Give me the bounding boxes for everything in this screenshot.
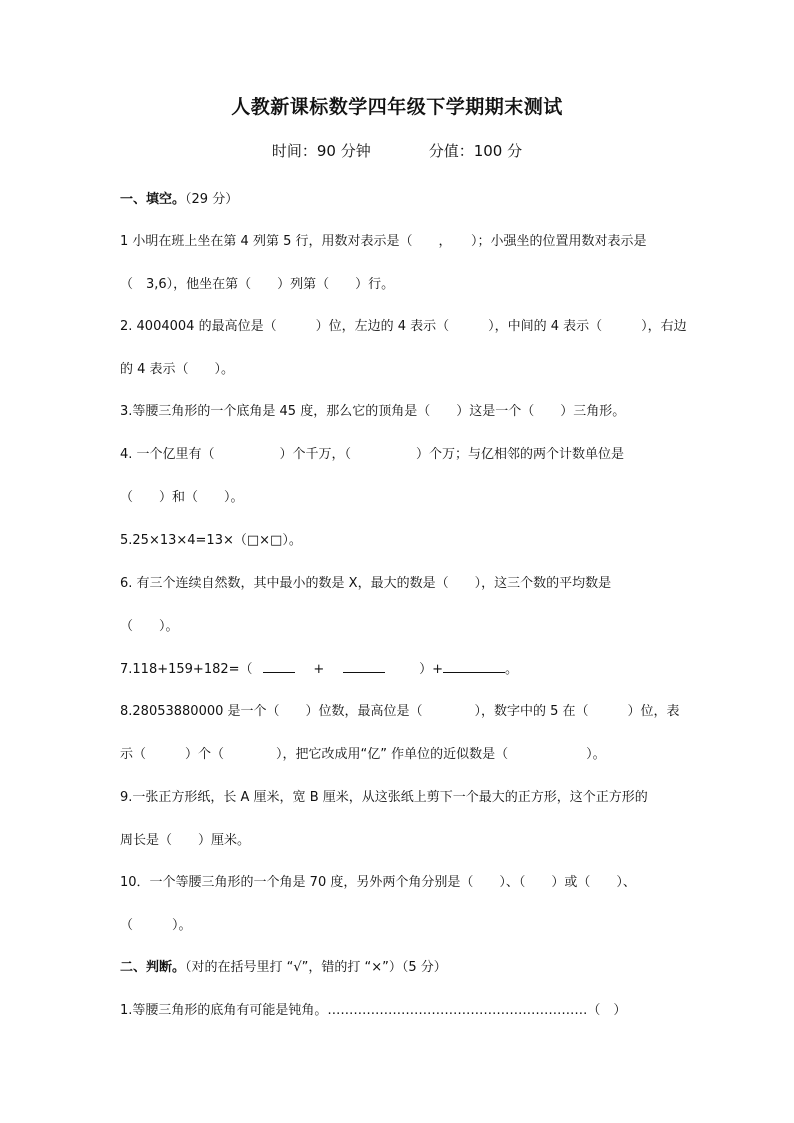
section-title: 二、判断。: [120, 960, 186, 975]
section-points: （29 分）: [185, 192, 239, 207]
section-fill-blank-heading: [120, 190, 238, 210]
question-6-line-2: （ ）。: [120, 619, 179, 634]
exam-subtitle: [0, 140, 794, 161]
answer-blank[interactable]: [343, 660, 385, 673]
answer-blank[interactable]: [263, 660, 295, 673]
question-7: [120, 660, 680, 680]
question-9-line-2: 周长是（ ）厘米。: [120, 833, 251, 848]
question-7-prefix: 7.118+159+182=（: [120, 662, 253, 677]
question-2-line-1: 2. 4004004 的最高位是（ ）位，左边的 4 表示（ ），中间的 4 表示（ ），右边: [120, 319, 687, 334]
question-7-mid: ）+: [419, 662, 443, 677]
question-10-line-2: （ ）。: [120, 918, 192, 933]
question-7-end: 。: [505, 662, 519, 677]
question-9-line-1: 9.一张正方形纸，长 A 厘米，宽 B 厘米，从这张纸上剪下一个最大的正方形，这个正方形的: [120, 790, 648, 805]
section-title: 一、填空。: [120, 192, 186, 207]
question-2-line-2: 的 4 表示（ ）。: [120, 362, 235, 377]
question-4-line-1: 4. 一个亿里有（ ）个千万，（ ）个万；与亿相邻的两个计数单位是: [120, 447, 625, 462]
section-note: （对的在括号里打 “√”，错的打 “×”）（5 分）: [185, 960, 447, 975]
judgment-1: 1.等腰三角形的底角有可能是钝角。……………………………………………………（ ）: [120, 1003, 627, 1018]
total-score: 分值：100 分: [428, 142, 523, 160]
question-7-plus: +: [313, 662, 325, 677]
question-4-line-2: （ ）和（ ）。: [120, 490, 244, 505]
answer-blank[interactable]: [443, 660, 505, 673]
question-6-line-1: 6. 有三个连续自然数，其中最小的数是 X，最大的数是（ ），这三个数的平均数是: [120, 576, 612, 591]
question-8-line-2: 示（ ）个（ ），把它改成用“亿” 作单位的近似数是（ ）。: [120, 747, 606, 762]
section-true-false-heading: [120, 958, 447, 978]
question-5: 5.25×13×4=13×（□×□）。: [120, 533, 302, 548]
exam-title: 人教新课标数学四年级下学期期末测试: [231, 96, 563, 118]
question-10-line-1: 10．一个等腰三角形的一个角是 70 度，另外两个角分别是（ ）、（ ）或（ ）、: [120, 875, 636, 890]
question-8-line-1: 8.28053880000 是一个（ ）位数，最高位是（ ），数字中的 5 在（ ）位，表: [120, 704, 680, 719]
question-3: 3.等腰三角形的一个底角是 45 度，那么它的顶角是（ ）这是一个（ ）三角形。: [120, 404, 626, 419]
question-1-line-1: 1 小明在班上坐在第 4 列第 5 行，用数对表示是（ ， ）；小强坐的位置用数对表示是: [120, 234, 647, 249]
time-limit: 时间：90 分钟: [271, 142, 371, 160]
question-1-line-2: （ 3,6），他坐在第（ ）列第（ ）行。: [120, 277, 395, 292]
